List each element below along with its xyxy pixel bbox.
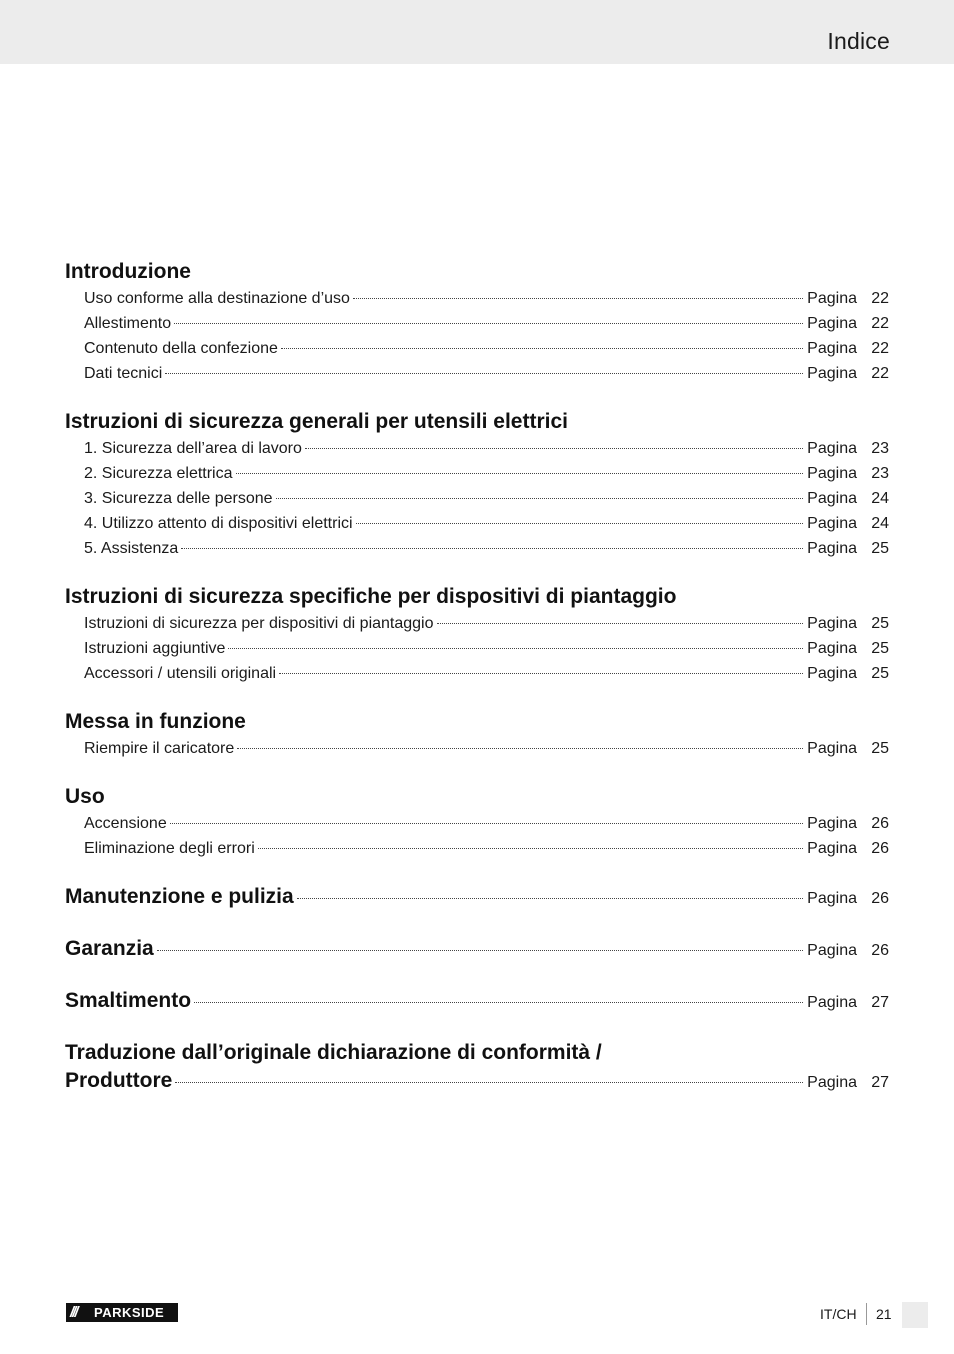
page-number: 25 [871, 665, 889, 682]
dot-leader [437, 623, 804, 624]
toc-entry[interactable] [65, 811, 889, 836]
toc-section[interactable] [65, 883, 889, 913]
section-title: Messa in funzione [65, 710, 246, 733]
dot-leader [165, 373, 803, 374]
section-title: Introduzione [65, 260, 191, 283]
entry-text: Accessori / utensili originali [84, 665, 277, 682]
page-label: Pagina [807, 515, 857, 532]
page-number: 22 [871, 315, 889, 332]
page-label: Pagina [807, 315, 857, 332]
page-title: Indice [827, 28, 890, 54]
section-title: Garanzia [65, 937, 154, 960]
page-number: 23 [871, 465, 889, 482]
page-label: Pagina [807, 994, 857, 1011]
page-number: 26 [871, 942, 889, 959]
toc-entry[interactable] [65, 636, 889, 661]
section-title: Smaltimento [65, 989, 192, 1012]
section-title: Manutenzione e pulizia [65, 885, 294, 908]
dot-leader [276, 498, 804, 499]
dot-leader [356, 523, 804, 524]
toc-entry[interactable] [65, 361, 889, 386]
toc-section [65, 583, 889, 686]
logo-slashes: /// [70, 1304, 77, 1321]
section-title: Traduzione dall’originale dichiarazione di conformità / [65, 1041, 602, 1064]
entry-text: Istruzioni aggiuntive [84, 640, 226, 657]
entry-text: 3. Sicurezza delle persone [84, 490, 273, 507]
page-label: Pagina [807, 290, 857, 307]
entry-text: Dati tecnici [84, 365, 163, 382]
toc-entry[interactable] [65, 461, 889, 486]
footer-page-number: 21 [876, 1306, 892, 1322]
toc-section[interactable] [65, 987, 889, 1017]
entry-text: 1. Sicurezza dell’area di lavoro [84, 440, 302, 457]
toc-entry[interactable] [65, 611, 889, 636]
entry-text: 2. Sicurezza elettrica [84, 465, 233, 482]
page-label: Pagina [807, 465, 857, 482]
dot-leader [281, 348, 803, 349]
page-label: Pagina [807, 815, 857, 832]
toc-entry[interactable] [65, 836, 889, 861]
page-number: 25 [871, 640, 889, 657]
toc-entry[interactable] [65, 736, 889, 761]
page-label: Pagina [807, 665, 857, 682]
page-number: 22 [871, 365, 889, 382]
toc-entry[interactable] [65, 536, 889, 561]
header-band [0, 0, 954, 64]
dot-leader [194, 1002, 803, 1003]
page-number: 27 [871, 994, 889, 1011]
page-number: 24 [871, 515, 889, 532]
dot-leader [237, 748, 803, 749]
toc-section [65, 258, 889, 386]
toc-entry[interactable] [65, 661, 889, 686]
footer-divider [866, 1303, 867, 1325]
toc-entry[interactable] [65, 286, 889, 311]
page-number: 23 [871, 440, 889, 457]
table-of-contents [65, 258, 889, 1119]
page-label: Pagina [807, 540, 857, 557]
page-label: Pagina [807, 615, 857, 632]
page-label: Pagina [807, 640, 857, 657]
entry-text: Istruzioni di sicurezza per dispositivi di piantaggio [84, 615, 434, 632]
page-number: 26 [871, 840, 889, 857]
page-label: Pagina [807, 840, 857, 857]
toc-entry[interactable] [65, 336, 889, 361]
logo-brand: PARKSIDE [94, 1305, 165, 1320]
toc-entry[interactable] [65, 436, 889, 461]
dot-leader [228, 648, 803, 649]
dot-leader [353, 298, 803, 299]
toc-entry[interactable] [65, 486, 889, 511]
toc-section [65, 408, 889, 561]
dot-leader [305, 448, 803, 449]
toc-section[interactable] [65, 1039, 889, 1097]
dot-leader [279, 673, 803, 674]
page-label: Pagina [807, 365, 857, 382]
dot-leader [175, 1082, 803, 1083]
dot-leader [170, 823, 803, 824]
page-label: Pagina [807, 942, 857, 959]
dot-leader [258, 848, 803, 849]
dot-leader [157, 950, 803, 951]
dot-leader [236, 473, 804, 474]
dot-leader [174, 323, 803, 324]
entry-text: 4. Utilizzo attento di dispositivi elettrici [84, 515, 353, 532]
page-label: Pagina [807, 890, 857, 907]
entry-text: Accensione [84, 815, 167, 832]
toc-section [65, 783, 889, 861]
page-number: 26 [871, 890, 889, 907]
section-title: Istruzioni di sicurezza specifiche per dispositivi di piantaggio [65, 585, 677, 608]
toc-section[interactable] [65, 935, 889, 965]
section-title-continued: Produttore [65, 1069, 173, 1092]
toc-entry[interactable] [65, 311, 889, 336]
page-label: Pagina [807, 440, 857, 457]
page-number: 27 [871, 1074, 889, 1091]
dot-leader [297, 898, 803, 899]
page-label: Pagina [807, 1074, 857, 1091]
page-label: Pagina [807, 490, 857, 507]
page-number: 22 [871, 340, 889, 357]
section-title: Istruzioni di sicurezza generali per utensili elettrici [65, 410, 568, 433]
page-number: 24 [871, 490, 889, 507]
page-label: Pagina [807, 340, 857, 357]
entry-text: Eliminazione degli errori [84, 840, 255, 857]
page-number: 22 [871, 290, 889, 307]
entry-text: Uso conforme alla destinazione d’uso [84, 290, 350, 307]
entry-text: Riempire il caricatore [84, 740, 235, 757]
page-number: 26 [871, 815, 889, 832]
entry-text: Contenuto della confezione [84, 340, 278, 357]
page-number: 25 [871, 615, 889, 632]
entry-text: 5. Assistenza [84, 540, 179, 557]
entry-text: Allestimento [84, 315, 172, 332]
page-label: Pagina [807, 740, 857, 757]
dot-leader [181, 548, 803, 549]
toc-section [65, 708, 889, 761]
section-title: Uso [65, 785, 105, 808]
parkside-logo [66, 1303, 178, 1322]
page-number: 25 [871, 540, 889, 557]
footer-box [902, 1302, 928, 1328]
footer-locale: IT/CH [820, 1306, 857, 1322]
toc-entry[interactable] [65, 511, 889, 536]
page-number: 25 [871, 740, 889, 757]
